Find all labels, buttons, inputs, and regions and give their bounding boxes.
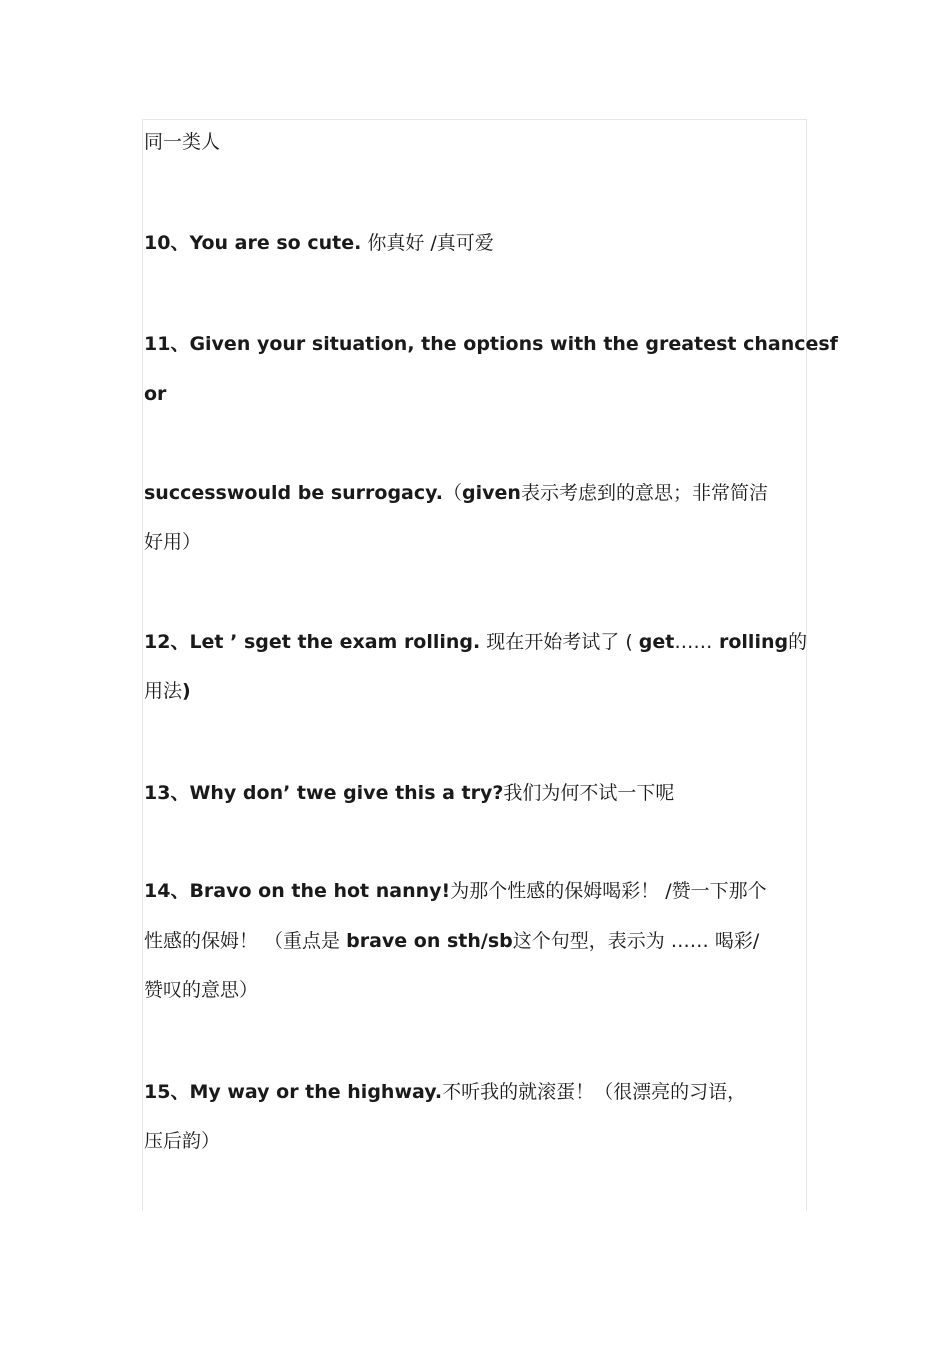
english-word: get (638, 631, 675, 653)
text-line-7 (144, 629, 809, 655)
chinese-note: 表示考虑到的意思；非常简洁 (520, 482, 768, 504)
chinese-translation: 你真好 /真可爱 (361, 232, 494, 254)
english-phrase: successwould be surrogacy. (144, 482, 443, 504)
english-phrase: 10、You are so cute. (144, 232, 362, 254)
english-phrase: or (144, 383, 167, 405)
text-fragment: 同一类人 (144, 131, 221, 153)
english-phrase: 11、Given your situation, the options with the greatest chancesf (144, 333, 838, 355)
ellipsis: …… (674, 631, 713, 653)
text-line-14 (144, 1128, 809, 1154)
bracket: ) (182, 680, 191, 702)
chinese-note: 的 (788, 631, 808, 653)
chinese-translation: 现在开始考试了 ( (480, 631, 639, 653)
text-line-1 (144, 129, 809, 155)
text-line-5 (144, 480, 809, 506)
chinese-note: 用法 (144, 680, 183, 702)
text-line-2 (144, 230, 809, 256)
chinese-translation: 为那个性感的保姆喝彩！ /赞一下那个 (450, 880, 767, 902)
chinese-note: 赞叹的意思） (144, 979, 259, 1001)
chinese-translation: 我们为何不试一下呢 (503, 782, 675, 804)
english-phrase: 14、Bravo on the hot nanny! (144, 880, 451, 902)
text-line-13 (144, 1079, 809, 1105)
content-frame (142, 119, 807, 1211)
text-line-6 (144, 529, 809, 555)
chinese-note: 性感的保姆！ （重点是 (144, 930, 347, 952)
english-phrase: 12、Let ’ sget the exam rolling. (144, 631, 481, 653)
text-line-8 (144, 678, 809, 704)
english-word: given (462, 482, 521, 504)
text-line-4 (144, 381, 809, 407)
chinese-note: 这个句型，表示为 …… 喝彩/ (512, 930, 760, 952)
text-line-12 (144, 977, 809, 1003)
chinese-note: 好用） (144, 531, 202, 553)
english-phrase: 15、My way or the highway. (144, 1081, 443, 1103)
text-line-11 (144, 928, 809, 954)
english-phrase: 13、Why don’ twe give this a try? (144, 782, 504, 804)
english-phrase: brave on sth/sb (346, 930, 513, 952)
english-word: rolling (712, 631, 789, 653)
chinese-translation: 不听我的就滚蛋！（很漂亮的习语， (442, 1081, 747, 1103)
text-line-9 (144, 780, 809, 806)
chinese-note: （ (443, 482, 463, 504)
chinese-note: 压后韵） (144, 1130, 221, 1152)
text-line-10 (144, 878, 809, 904)
text-line-3 (144, 331, 838, 357)
